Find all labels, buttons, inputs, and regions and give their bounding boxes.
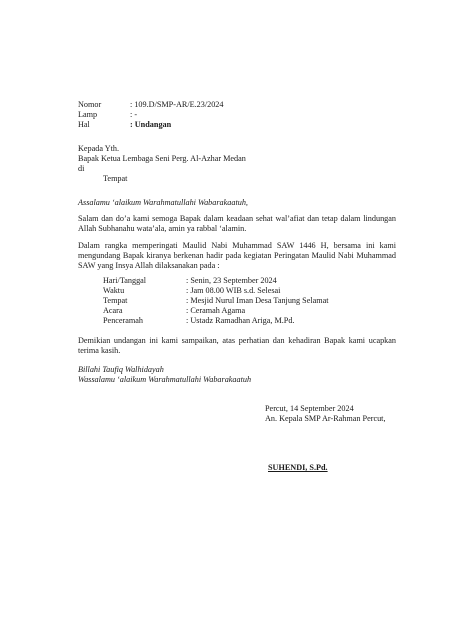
hal-label: Hal [78, 120, 90, 129]
signature-role: An. Kepala SMP Ar-Rahman Percut, [265, 414, 386, 423]
nomor-label: Nomor [78, 100, 102, 109]
detail-label-acara: Acara [103, 306, 123, 315]
closing-italic-2: Wassalamu ‘alaikum Warahmatullahi Wabarakaatuh [78, 375, 252, 384]
recipient-line3: di [78, 164, 85, 173]
closing-italic-1: Billahi Taufiq Walhidayah [78, 365, 164, 374]
recipient-line2: Bapak Ketua Lembaga Seni Perg. Al-Azhar Medan [78, 154, 246, 163]
detail-label-tempat: Tempat [103, 296, 128, 305]
recipient-line4: Tempat [103, 174, 128, 183]
detail-label-waktu: Waktu [103, 286, 125, 295]
greeting: Assalamu ‘alaikum Warahmatullahi Wabarakaatuh, [78, 198, 248, 207]
detail-value-waktu: : Jam 08.00 WIB s.d. Selesai [186, 286, 281, 295]
signature-name: SUHENDI, S.Pd. [268, 463, 328, 472]
lamp-label: Lamp [78, 110, 98, 119]
closing-paragraph-text: Demikian undangan ini kami sampaikan, atas perhatian dan kehadiran Bapak kami ucapkan terima kasih. [78, 336, 396, 355]
paragraph-1 [78, 214, 396, 234]
detail-value-hari: : Senin, 23 September 2024 [186, 276, 277, 285]
paragraph-2 [78, 241, 396, 271]
recipient-line1: Kepada Yth. [78, 144, 120, 153]
lamp-value: : - [130, 110, 138, 119]
paragraph-2-text: Dalam rangka memperingati Maulid Nabi Muhammad SAW 1446 H, bersama ini kami mengundang Bapak kiranya berkenan hadir pada kegiatan Peringatan Maulid Nabi Muhammad SAW yang Insya Allah dilaksanakan pada : [78, 241, 396, 270]
detail-value-acara: : Ceramah Agama [186, 306, 246, 315]
detail-value-tempat: : Mesjid Nurul Iman Desa Tanjung Selamat [186, 296, 329, 305]
detail-label-hari: Hari/Tanggal [103, 276, 147, 285]
detail-label-penceramah: Penceramah [103, 316, 144, 325]
closing-paragraph [78, 336, 396, 356]
detail-value-penceramah: : Ustadz Ramadhan Ariga, M.Pd. [186, 316, 295, 325]
nomor-value: : 109.D/SMP-AR/E.23/2024 [130, 100, 224, 109]
signature-place-date: Percut, 14 September 2024 [265, 404, 354, 413]
hal-value: : Undangan [130, 120, 172, 129]
paragraph-1-text: Salam dan do’a kami semoga Bapak dalam keadaan sehat wal’afiat dan tetap dalam lindungan Allah Subhanahu wata’ala, amin ya rabbal ‘alamin. [78, 214, 396, 233]
